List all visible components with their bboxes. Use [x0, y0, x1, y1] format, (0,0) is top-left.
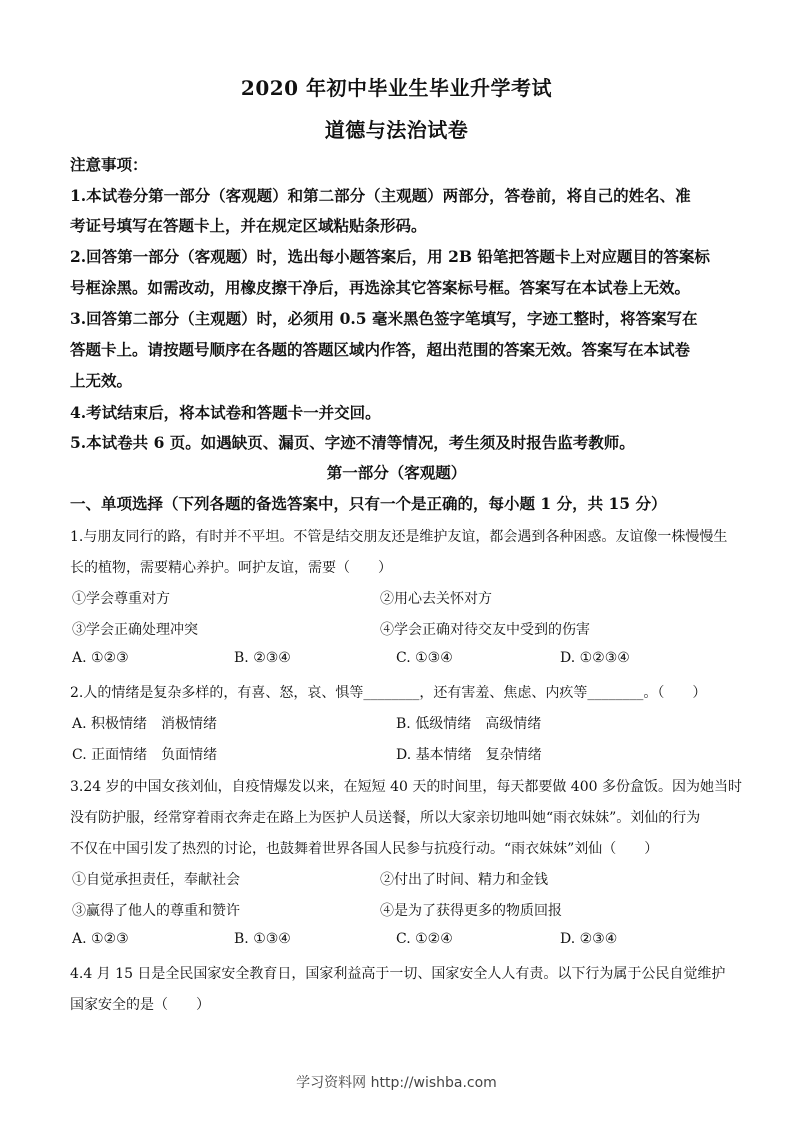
- section-title: 一、单项选择（下列各题的备选答案中，只有一个是正确的，每小题 1 分，共 15 分）: [70, 494, 667, 513]
- exam-subtitle: 道德与法治试卷: [324, 118, 469, 142]
- question-1-text: 1.与朋友同行的路，有时并不平坦。不管是结交朋友还是维护友谊，都会遇到各种困惑。友谊像一株慢慢生: [70, 529, 728, 545]
- question-3-option-d: D. ②③④: [560, 931, 618, 947]
- question-1-item: ③学会正确处理冲突: [72, 622, 198, 638]
- notes-line: 2.回答第一部分（客观题）时，选出每小题答案后，用 2B 铅笔把答题卡上对应题目的答案标: [70, 247, 710, 266]
- exam-title: 2020 年初中毕业生毕业升学考试: [240, 76, 553, 100]
- question-1-item: ④学会正确对待交友中受到的伤害: [380, 622, 590, 638]
- notes-line: 3.回答第二部分（主观题）时，必须用 0.5 毫米黑色签字笔填写，字迹工整时，将答案写在: [70, 309, 698, 328]
- notes-line: 考证号填写在答题卡上，并在规定区域粘贴条形码。: [70, 216, 427, 235]
- page-footer: 学习资料网 http://wishba.com: [296, 1075, 497, 1091]
- notes-line: 上无效。: [70, 371, 133, 390]
- question-4-text: 4.4 月 15 日是全民国家安全教育日，国家利益高于一切、国家安全人人有责。以下行为属于公民自觉维护: [70, 966, 726, 982]
- question-1-option-b: B. ②③④: [234, 650, 291, 666]
- question-2-option-b: B. 低级情绪 高级情绪: [396, 716, 542, 732]
- question-1-option-c: C. ①③④: [396, 650, 453, 666]
- question-3-text: 3.24 岁的中国女孩刘仙，自疫情爆发以来，在短短 40 天的时间里，每天都要做 400 多份盒饭。因为她当时: [70, 779, 742, 795]
- question-1-text: 长的植物，需要精心养护。呵护友谊，需要（ ）: [70, 560, 392, 576]
- notes-line: 号框涂黑。如需改动，用橡皮擦干净后，再选涂其它答案标号框。答案写在本试卷上无效。: [70, 278, 691, 297]
- question-3-item: ④是为了获得更多的物质回报: [380, 903, 562, 919]
- question-1-option-d: D. ①②③④: [560, 650, 630, 666]
- question-3-option-b: B. ①③④: [234, 931, 291, 947]
- question-3-option-c: C. ①②④: [396, 931, 453, 947]
- part-title: 第一部分（客观题）: [326, 463, 467, 482]
- question-3-text: 没有防护服，经常穿着雨衣奔走在路上为医护人员送餐，所以大家亲切地叫她“雨衣妹妹”。刘仙的行为: [70, 810, 701, 826]
- question-1-option-a: A. ①②③: [72, 650, 129, 666]
- notes-line: 答题卡上。请按题号顺序在各题的答题区域内作答，超出范围的答案无效。答案写在本试卷: [70, 340, 691, 359]
- question-3-item: ①自觉承担责任，奉献社会: [72, 872, 240, 888]
- question-2-option-d: D. 基本情绪 复杂情绪: [396, 747, 542, 763]
- question-3-item: ③赢得了他人的尊重和赞许: [72, 903, 240, 919]
- question-3-option-a: A. ①②③: [72, 931, 129, 947]
- notes-line: 5.本试卷共 6 页。如遇缺页、漏页、字迹不清等情况，考生须及时报告监考教师。: [70, 433, 635, 452]
- notes-line: 1.本试卷分第一部分（客观题）和第二部分（主观题）两部分，答卷前，将自己的姓名、准: [70, 186, 691, 205]
- question-4-text: 国家安全的是（ ）: [70, 997, 210, 1013]
- notes-line: 4.考试结束后，将本试卷和答题卡一并交回。: [70, 403, 381, 422]
- question-2-option-a: A. 积极情绪 消极情绪: [72, 716, 218, 732]
- question-2-option-c: C. 正面情绪 负面情绪: [72, 747, 218, 763]
- question-3-text: 不仅在中国引发了热烈的讨论，也鼓舞着世界各国人民参与抗疫行动。“雨衣妹妹”刘仙（ ）: [70, 841, 659, 857]
- notes-heading: 注意事项：: [70, 155, 148, 174]
- question-1-item: ②用心去关怀对方: [380, 591, 492, 607]
- question-1-item: ①学会尊重对方: [72, 591, 170, 607]
- question-3-item: ②付出了时间、精力和金钱: [380, 872, 548, 888]
- question-2-text: 2.人的情绪是复杂多样的，有喜、怒，哀、惧等________，还有害羞、焦虑、内疚等________。（ ）: [70, 685, 707, 701]
